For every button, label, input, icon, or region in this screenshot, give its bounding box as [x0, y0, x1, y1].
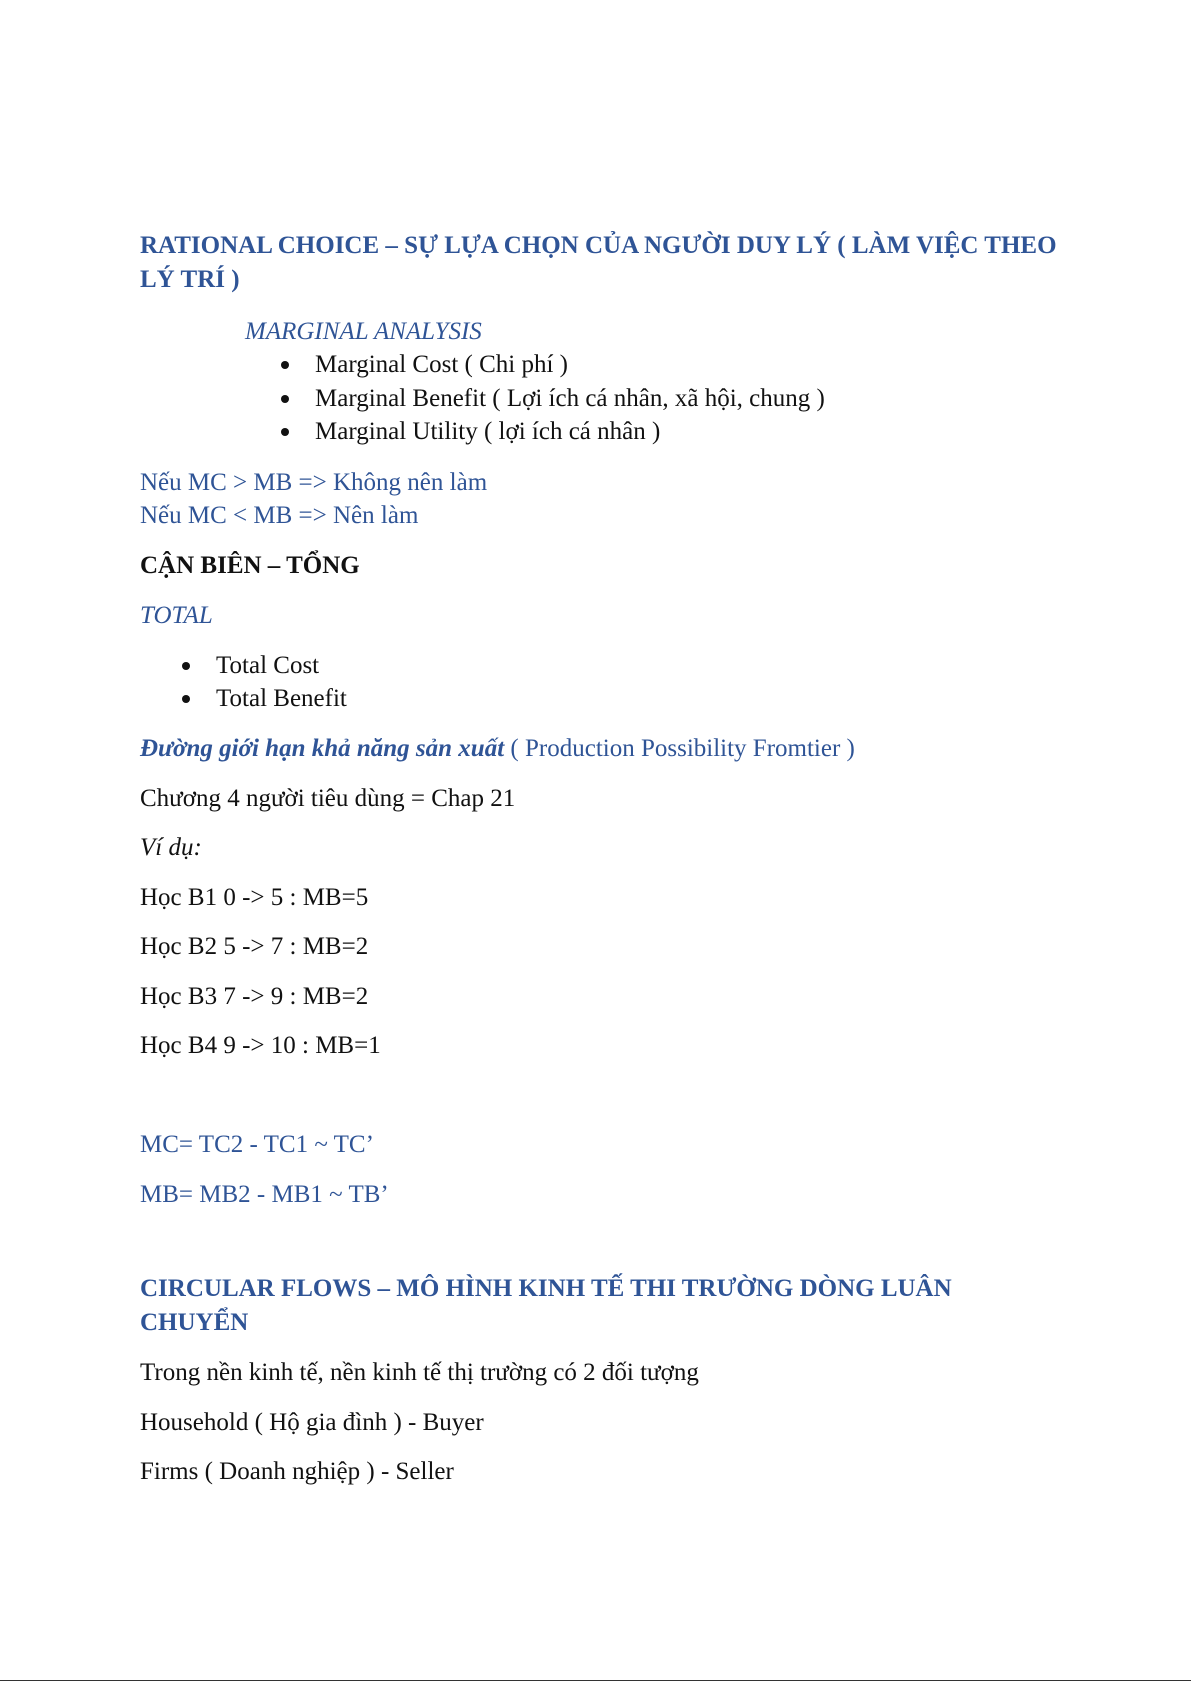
chapter-note: Chương 4 người tiêu dùng = Chap 21: [140, 785, 516, 812]
total-subheading: TOTAL: [140, 602, 213, 629]
bullet-dot-icon: [281, 361, 289, 369]
bullet-dot-icon: [281, 428, 289, 436]
bullet-dot-icon: [182, 662, 190, 670]
page-bottom-divider: [0, 1680, 1191, 1681]
household-line: Household ( Hộ gia đình ) - Buyer: [140, 1409, 484, 1436]
formula-mc: MC= TC2 - TC1 ~ TC’: [140, 1131, 374, 1158]
example-line: Học B4 9 -> 10 : MB=1: [140, 1032, 381, 1059]
list-item: Marginal Benefit ( Lợi ích cá nhân, xã hội, chung ): [315, 385, 825, 412]
example-line: Học B2 5 -> 7 : MB=2: [140, 933, 369, 960]
example-line: Học B3 7 -> 9 : MB=2: [140, 983, 369, 1010]
rule-mc-less: Nếu MC < MB => Nên làm: [140, 502, 419, 529]
list-item: Total Cost: [216, 652, 320, 679]
bullet-dot-icon: [182, 695, 190, 703]
rational-choice-heading: RATIONAL CHOICE – SỰ LỰA CHỌN CỦA NGƯỜI DUY LÝ ( LÀM VIỆC THEO LÝ TRÍ ): [140, 232, 1057, 293]
list-item: Total Benefit: [216, 685, 347, 712]
marginal-analysis-subheading: MARGINAL ANALYSIS: [245, 318, 482, 345]
bullet-dot-icon: [281, 395, 289, 403]
circular-flows-heading: CIRCULAR FLOWS – MÔ HÌNH KINH TẾ THI TRƯỜNG DÒNG LUÂN CHUYỂN: [140, 1275, 952, 1336]
can-bien-heading: CẬN BIÊN – TỔNG: [140, 552, 360, 579]
rule-mc-greater: Nếu MC > MB => Không nên làm: [140, 469, 488, 496]
list-item: Marginal Cost ( Chi phí ): [315, 351, 569, 378]
firms-line: Firms ( Doanh nghiệp ) - Seller: [140, 1458, 454, 1485]
example-label: Ví dụ:: [140, 834, 202, 861]
formula-mb: MB= MB2 - MB1 ~ TB’: [140, 1181, 389, 1208]
list-item: Marginal Utility ( lợi ích cá nhân ): [315, 418, 661, 445]
ppf-english: ( Production Possibility Fromtier ): [504, 735, 855, 762]
example-line: Học B1 0 -> 5 : MB=5: [140, 884, 369, 911]
circular-intro: Trong nền kinh tế, nền kinh tế thị trường có 2 đối tượng: [140, 1359, 699, 1386]
ppf-line: [140, 732, 855, 765]
ppf-term: Đường giới hạn khả năng sản xuất: [140, 735, 505, 762]
